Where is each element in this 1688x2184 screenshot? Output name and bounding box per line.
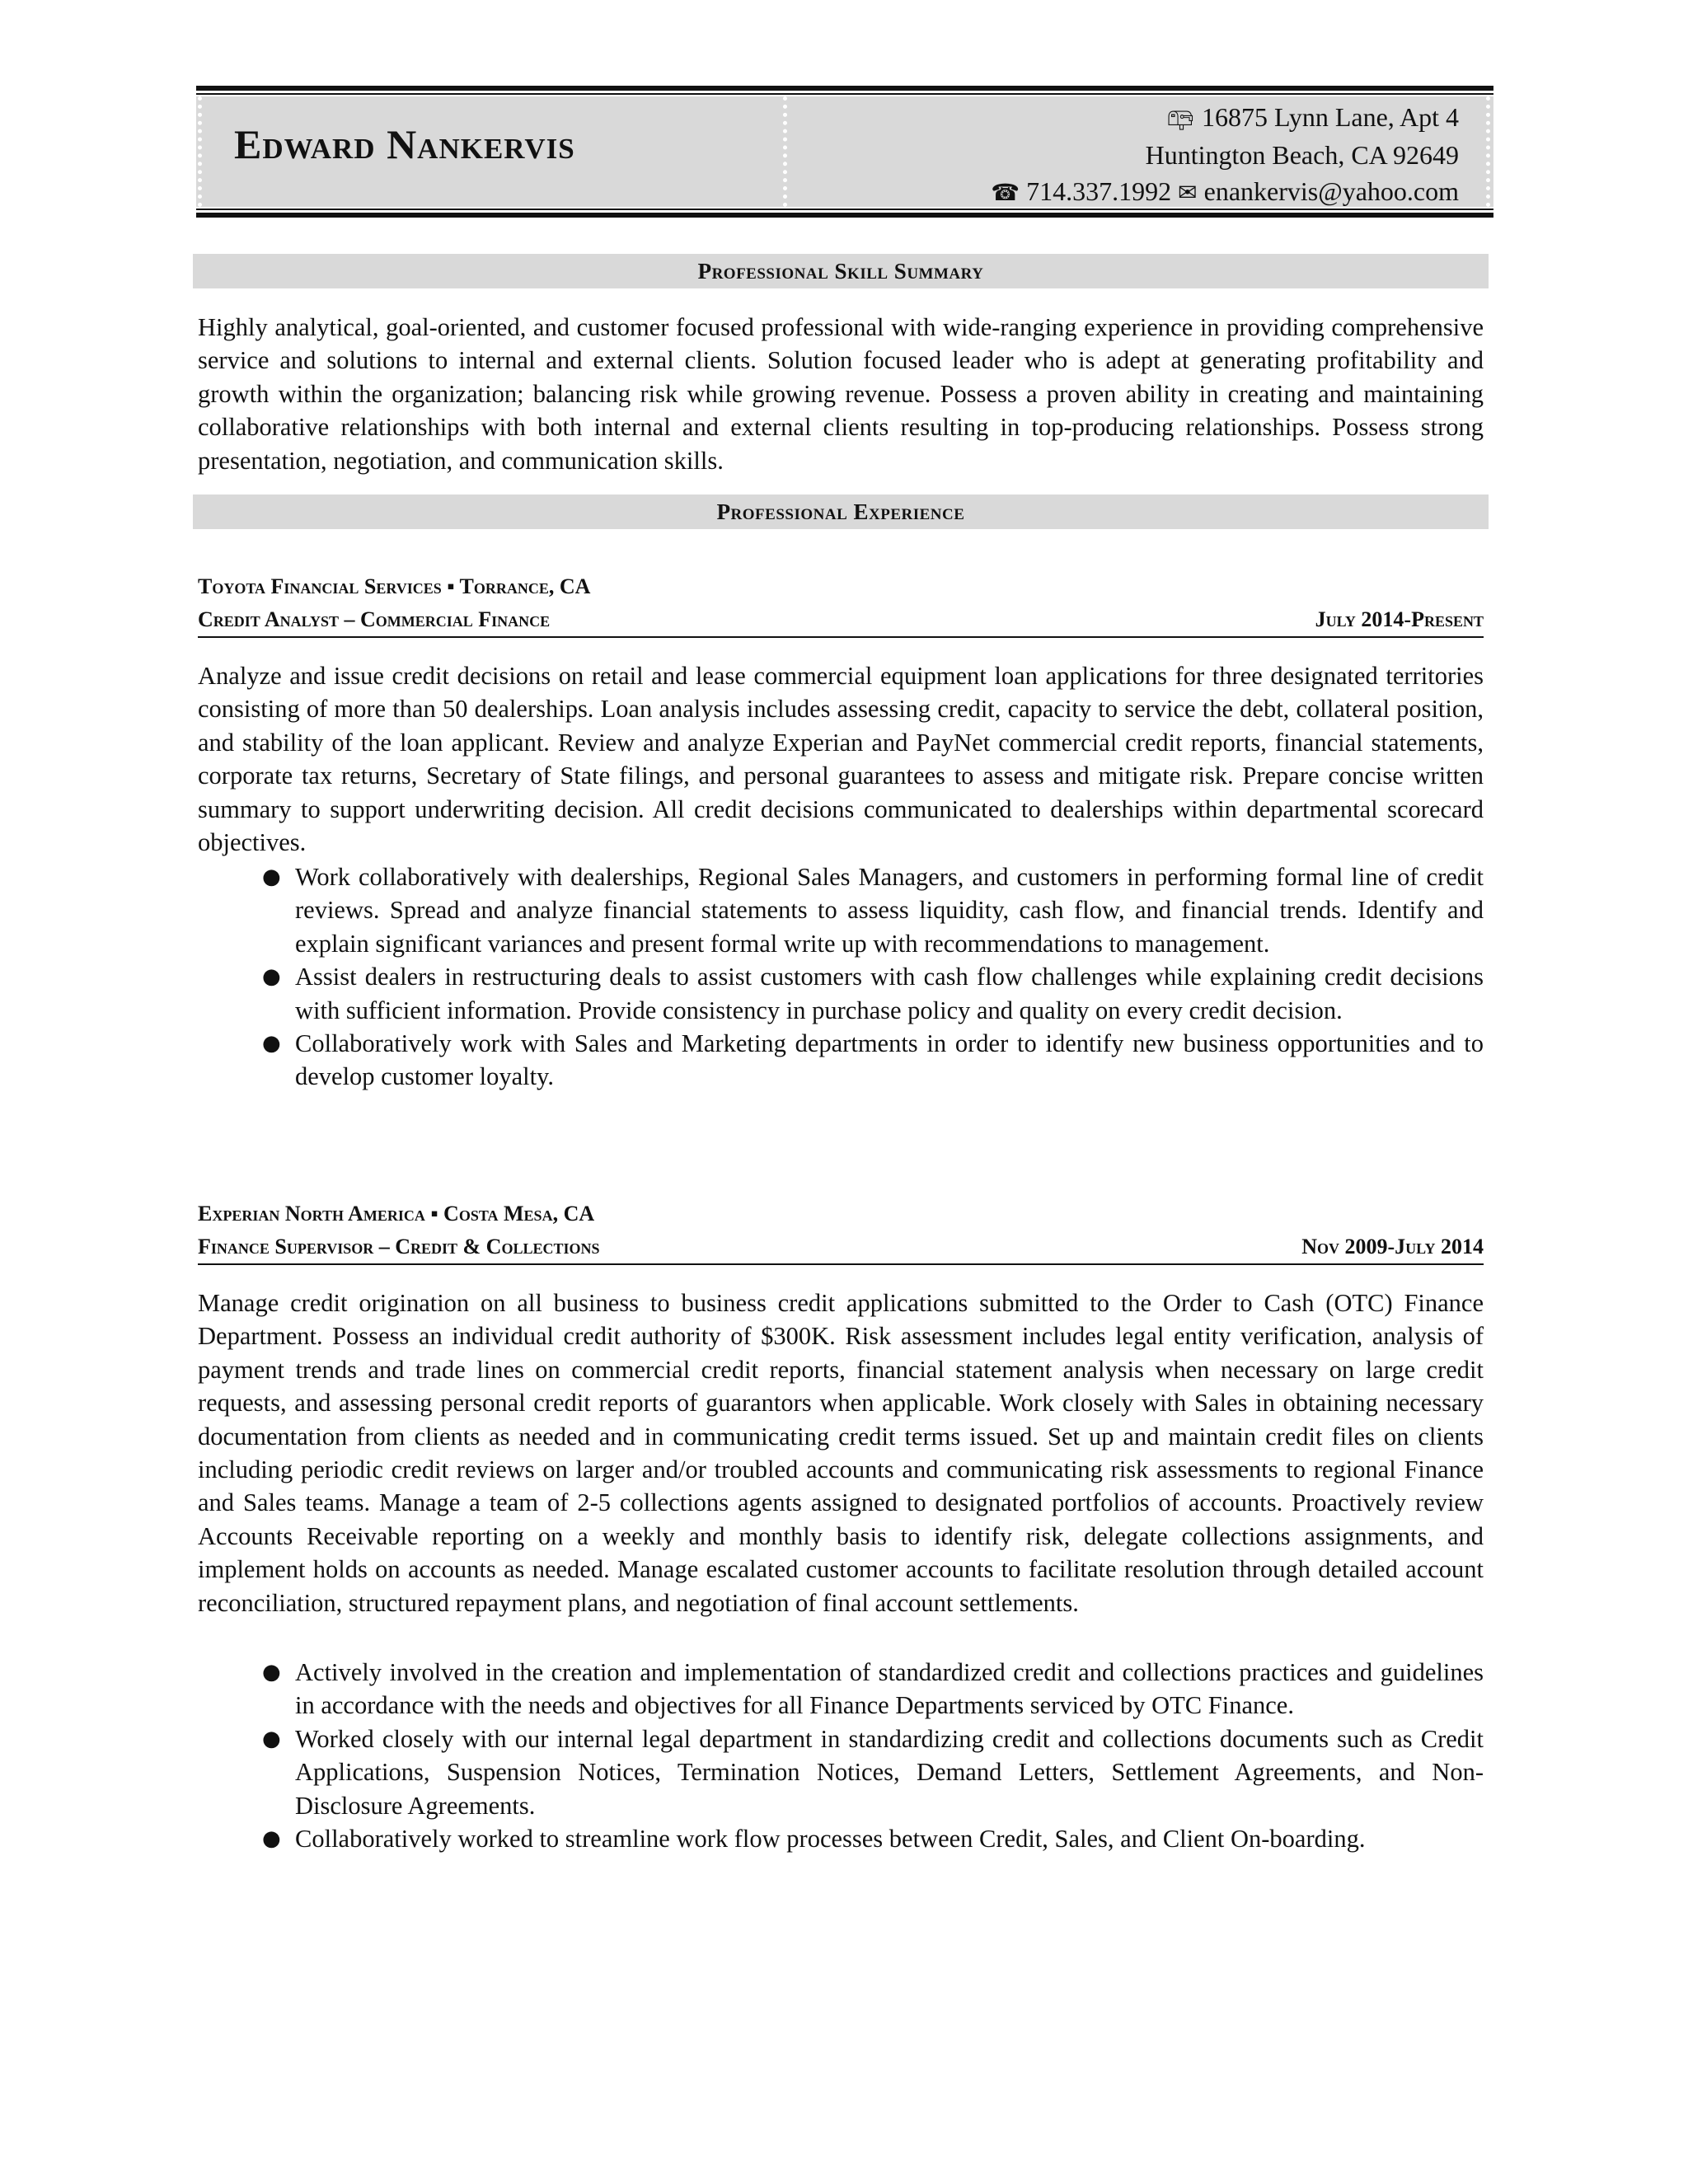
address-street: 16875 Lynn Lane, Apt 4 [1202, 102, 1459, 132]
job-header [198, 570, 1484, 638]
job-header [198, 1197, 1484, 1265]
header-bottom-rule [196, 213, 1493, 218]
list-item [198, 1822, 1484, 1855]
mailbox-icon: 📪︎ [1165, 105, 1196, 132]
bullet-icon: ● [262, 1660, 281, 1685]
contact-block [832, 99, 1459, 211]
telephone-icon: ☎ [991, 179, 1020, 206]
bullet-icon: ● [262, 1031, 281, 1057]
email-address[interactable]: enankervis@yahoo.com [1203, 176, 1459, 206]
job-description: Manage credit origination on all business to business credit applications submitted to the Order to Cash (OTC) Finance Department. Possess an individual credit authority of $300K. Risk assessment includes legal entity verification, analysis of payment trends and trade lines on commercial credit reports, financial statement analysis when necessary on large credit requests, and assessing personal credit reports of guarantors when applicable. Work closely with Sales in obtaining necessary documentation from clients as needed and in communicating credit terms issued. Set up and maintain credit files on clients including periodic credit reviews on larger and/or troubled accounts and communicating risk assessments to regional Finance and Sales teams. Manage a team of 2-5 collections agents assigned to designated portfolios of accounts. Proactively review Accounts Receivable reporting on a weekly and monthly basis to identify risk, delegate collections assignments, and implement holds on accounts as needed. Manage escalated customer accounts to facilitate resolution through detailed account reconciliation, structured repayment plans, and negotiation of final account settlements. [198, 1289, 1484, 1617]
envelope-icon: ✉ [1178, 179, 1198, 206]
list-item [198, 1027, 1484, 1094]
bullet-text: Actively involved in the creation and implementation of standardized credit and collections practices and guidelines in accordance with the needs and objectives for all Finance Departments serviced by OTC Finance. [295, 1658, 1484, 1720]
phone-email-line [832, 173, 1459, 211]
header-dotted-divider-right [1486, 96, 1490, 207]
header-top-rule [196, 86, 1493, 91]
bullet-icon: ● [262, 865, 281, 889]
job-bullet-list [198, 860, 1484, 1094]
job-description: Analyze and issue credit decisions on retail and lease commercial equipment loan applications for three designated territories consisting of more than 50 dealerships. Loan analysis includes assessing credit, capacity to service the debt, collateral position, and stability of the loan applicant. Review and analyze Experian and PayNet commercial credit reports, financial statements, corporate tax returns, Secretary of State filings, and personal guarantees to assess and mitigate risk. Prepare concise written summary to support underwriting decision. All credit decisions communicated to dealerships within departmental scorecard objectives. [198, 662, 1484, 857]
job-bullet-list [198, 1656, 1484, 1855]
header-dotted-divider-left [198, 96, 202, 207]
bullet-text: Worked closely with our internal legal department in standardizing credit and collections documents such as Credit Applications, Suspension Notices, Termination Notices, Demand Letters, Settlement Agreements, and Non-Disclosure Agreements. [295, 1724, 1484, 1820]
candidate-name: Edward Nankervis [234, 121, 575, 167]
summary-section-title: Professional Skill Summary [193, 254, 1489, 288]
bullet-icon: ● [262, 964, 281, 990]
bullet-text: Assist dealers in restructuring deals to assist customers with cash flow challenges while explaining credit decisions with sufficient information. Provide consistency in purchase policy and quality on every credit decision. [295, 963, 1484, 1024]
header-top-thin-rule [196, 93, 1493, 95]
job-role-row [198, 603, 1484, 638]
job-dates: Nov 2009-July 2014 [1301, 1235, 1484, 1258]
job-company: Toyota Financial Services ▪ Torrance, CA [198, 574, 591, 598]
list-item [198, 1656, 1484, 1722]
job-dates: July 2014-Present [1315, 607, 1484, 631]
header-dotted-divider-middle [783, 96, 787, 207]
job-role: Finance Supervisor – Credit & Collections [198, 1235, 600, 1258]
list-item [198, 860, 1484, 960]
summary-paragraph: Highly analytical, goal-oriented, and customer focused professional with wide-ranging experience in providing comprehensive service and solutions to internal and external clients. Solution focused leader who is adept at generating profitability and growth within the organization; balancing risk while growing revenue. Possess a proven ability in creating and maintaining collaborative relationships with both internal and external clients resulting in top-producing relationships. Possess strong presentation, negotiation, and communication skills. [198, 313, 1484, 475]
job-company: Experian North America ▪ Costa Mesa, CA [198, 1202, 595, 1226]
bullet-icon: ● [262, 1726, 281, 1751]
job-role-row [198, 1230, 1484, 1265]
bullet-text: Work collaboratively with dealerships, Regional Sales Managers, and customers in performing formal line of credit reviews. Spread and analyze financial statements to assess liquidity, cash flow, and financial trends. Identify and explain significant variances and present formal write up with recommendations to management. [295, 863, 1484, 958]
experience-section-title: Professional Experience [193, 494, 1489, 529]
bullet-icon: ● [262, 1826, 281, 1852]
phone-number: 714.337.1992 [1026, 176, 1172, 206]
bullet-text: Collaboratively work with Sales and Marketing departments in order to identify new business opportunities and to develop customer loyalty. [295, 1029, 1484, 1091]
list-item [198, 1722, 1484, 1822]
bullet-text: Collaboratively worked to streamline work flow processes between Credit, Sales, and Client On-boarding. [295, 1825, 1366, 1854]
address-line-2: Huntington Beach, CA 92649 [1145, 140, 1459, 170]
job-role: Credit Analyst – Commercial Finance [198, 607, 551, 631]
resume-header [196, 86, 1493, 218]
list-item [198, 960, 1484, 1027]
address-line-1 [832, 99, 1459, 137]
